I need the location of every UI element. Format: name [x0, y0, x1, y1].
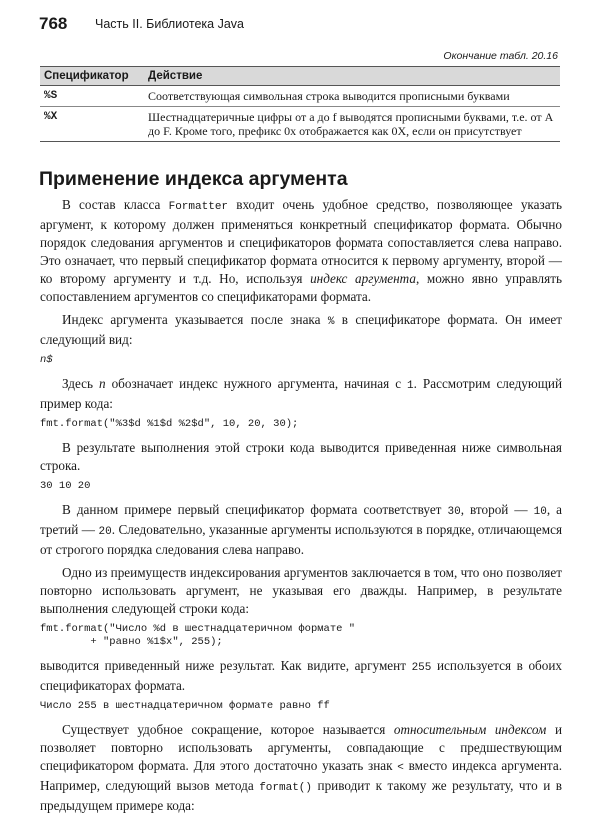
table-row [40, 86, 560, 107]
paragraph: Индекс аргумента указывается после знака % в спецификаторе формата. Он имеет следующий вид: [40, 312, 562, 347]
code-block: n$ [40, 354, 53, 366]
column-header-action: Действие [144, 67, 560, 86]
code-block: 30 10 20 [40, 480, 91, 492]
paragraph: Здесь n обозначает индекс нужного аргумента, начиная с 1. Рассмотрим следующий пример кода: [40, 376, 562, 411]
specifier-table [40, 66, 560, 142]
paragraph: В состав класса Formatter входит очень удобное средство, позволяющее указать аргумент, к которому должен применяться конкретный спецификатор формата. Обычно порядок следования аргументов и спецификаторов формата сопоставляется слева направо. Это означает, что первый спецификатор формата относится к первому аргументу, второй — ко второму аргументу и т.д. Но, используя индекс аргумента, можно явно управлять сопоставлением аргументов со спецификаторами формата. [40, 197, 562, 304]
table-row [40, 107, 560, 142]
table-caption: Окончание табл. 20.16 [443, 50, 558, 62]
paragraph: В данном примере первый спецификатор формата соответствует 30, второй — 10, а третий — 20. Следовательно, указанные аргументы используются в порядке, отличающемся от строгого порядка следования слева направо. [40, 502, 563, 557]
table-cell-action: Соответствующая символьная строка выводится прописными буквами [144, 86, 560, 107]
paragraph: Существует удобное сокращение, которое называется относительным индексом и позволяет повторно использовать аргументы, совпадающие с предшествующим спецификатором формата. Для этого достаточно указать знак < вместо индекса аргумента. Например, следующий вызов метода format() приводит к такому же результату, что и в предыдущем примере кода: [40, 722, 563, 813]
section-body [40, 196, 562, 820]
page-number: 768 [39, 14, 68, 33]
paragraph: В результате выполнения этой строки кода выводится приведенная ниже символьная строка. [40, 440, 562, 473]
column-header-specifier: Спецификатор [40, 67, 144, 86]
paragraph: выводится приведенный ниже результат. Как видите, аргумент 255 используется в обоих спецификаторах формата. [40, 658, 562, 693]
code-block: Число 255 в шестнадцатеричном формате равно ff [40, 700, 330, 712]
table-cell-action: Шестнадцатеричные цифры от a до f выводятся прописными буквами, т.е. от A до F. Кроме того, префикс 0x отображается как 0X, если он присутствует [144, 107, 560, 142]
code-block: fmt.format("%3$d %1$d %2$d", 10, 20, 30); [40, 418, 299, 430]
code-block: fmt.format("Число %d в шестнадцатеричном формате " + "равно %1$x", 255); [40, 623, 356, 648]
running-title: Часть II. Библиотека Java [95, 17, 244, 31]
paragraph: Одно из преимуществ индексирования аргументов заключается в том, что оно позволяет повторно использовать аргумент, не указывая его дважды. Например, в результате выполнения следующей строки кода: [40, 565, 562, 616]
table-cell-spec: %S [40, 86, 144, 107]
section-title: Применение индекса аргумента [39, 168, 348, 190]
table-cell-spec: %X [40, 107, 144, 142]
page-header [39, 14, 560, 36]
table-header-row [40, 67, 560, 86]
